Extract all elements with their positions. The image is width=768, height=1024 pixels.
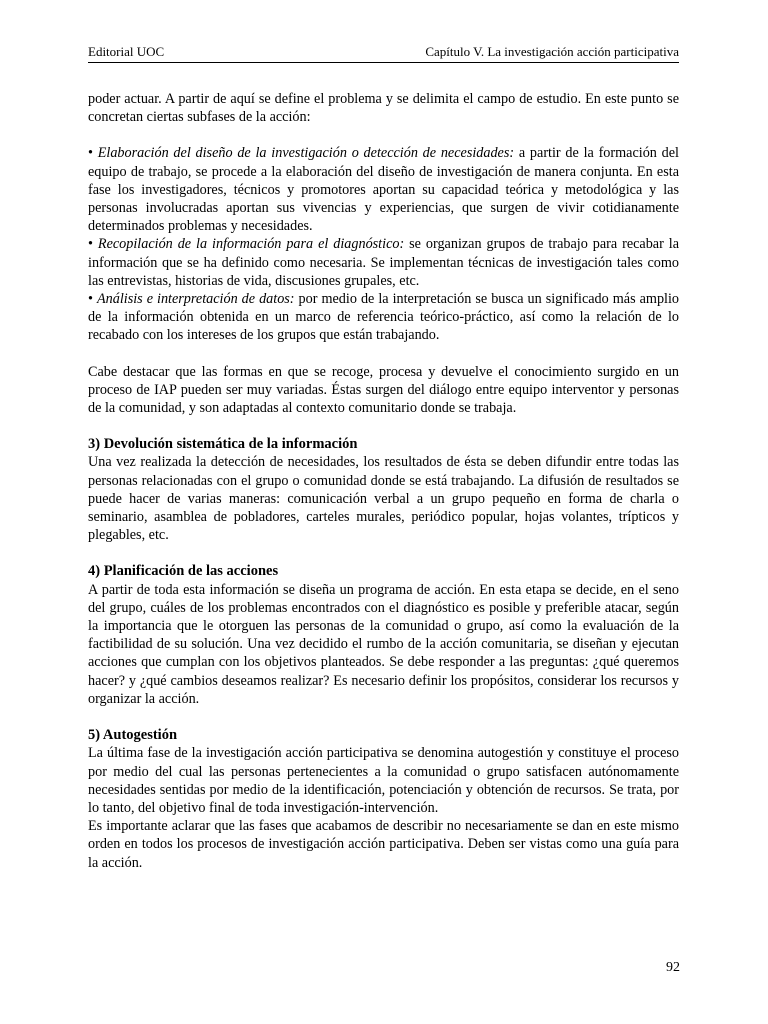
header-chapter-title: Capítulo V. La investigación acción participativa — [425, 44, 679, 59]
forms-paragraph: Cabe destacar que las formas en que se recoge, procesa y devuelve el conocimiento surgido en un proceso de IAP pueden ser muy variadas. Éstas surgen del diálogo entre equipo interventor y personas de la comunidad, y son adaptadas al contexto comunitario donde se trabaja. — [88, 363, 679, 417]
section-body: Es importante aclarar que las fases que acabamos de describir no necesariamente se dan en este mismo orden en todos los procesos de investigación acción participativa. Deben ser vistas como una guía para la acción. — [88, 818, 679, 871]
spacer — [88, 126, 679, 144]
bullet-lead-text: Elaboración del diseño de la investigación o detección de necesidades: — [97, 145, 515, 162]
section-heading: 4) Planificación de las acciones — [88, 563, 279, 580]
section-heading: 3) Devolución sistemática de la información — [88, 436, 358, 453]
bullet-item — [88, 290, 679, 345]
bullet-marker: • — [88, 236, 93, 253]
bullet-marker: • — [88, 145, 93, 162]
bullet-item — [88, 235, 679, 290]
running-header — [88, 42, 679, 63]
spacer — [88, 708, 679, 726]
section-body: A partir de toda esta información se diseña un programa de acción. En esta etapa se decide, en el seno del grupo, cuáles de los problemas encontrados con el diagnóstico es posible y preferible atacar, según la importancia que le otorguen las personas de la comunidad o grupo, así como la evaluación de la factibilidad de su solución. Una vez decidido el rumbo de la acción comunitaria, se diseñan y ejecutan acciones que cumplan con los objetivos planteados. Se debe responder a las preguntas: ¿qué queremos hacer? y ¿qué cambios deseamos realizar? Es necesario definir los propósitos, considerar los recursos y organizar la acción. — [88, 581, 679, 707]
bullet-item — [88, 144, 679, 235]
bullet-text: a partir de la formación del equipo de trabajo, se procede a la elaboración del diseño de investigación de manera conjunta. En esta fase los investigadores, técnicos y promotores aportan su capacidad teórica y metodológica y las personas involucradas aportan sus vivencias y experiencias, que surgen de vivir cotidianamente determinados problemas y necesidades. — [88, 145, 679, 235]
spacer — [88, 544, 679, 562]
bullet-text: por medio de la interpretación se busca un significado más amplio de la información obtenida en un marco de referencia teórico-práctico, así como la relación de lo recabado con los intereses de los grupos que están trabajando. — [88, 291, 680, 344]
section-body: Una vez realizada la detección de necesidades, los resultados de ésta se deben difundir entre todas las personas relacionadas con el grupo o comunidad donde se está trabajando. La difusión de resultados se puede hacer de varias maneras: comunicación verbal a un grupo pequeño en forma de charla o seminario, asamblea de pobladores, carteles murales, periódico popular, hojas volantes, trípticos y plegables, etc. — [88, 454, 679, 544]
bullet-lead-text: Análisis e interpretación de datos: — [96, 291, 295, 308]
bullet-text: se organizan grupos de trabajo para recabar la información que se ha definido como necesaria. Se implementan técnicas de investigación tales como las entrevistas, historias de vida, discusiones grupales, etc. — [88, 236, 680, 289]
spacer — [88, 417, 679, 435]
intro-paragraph: poder actuar. A partir de aquí se define el problema y se delimita el campo de estudio. En este punto se concretan ciertas subfases de la acción: — [88, 91, 679, 126]
bullet-marker: • — [88, 291, 93, 308]
header-publisher: Editorial UOC — [88, 44, 165, 59]
page-number: 92 — [666, 960, 680, 975]
body-text — [88, 90, 679, 872]
section-body: La última fase de la investigación acción participativa se denomina autogestión y constituye el proceso por medio del cual las personas pertenecientes a la comunidad o grupo satisfacen autónomamente necesidades sentidas por medio de la identificación, potenciación y obtención de recursos. Se trata, por lo tanto, del objetivo final de toda investigación-intervención. — [88, 745, 679, 816]
section-heading: 5) Autogestión — [88, 727, 178, 744]
bullet-lead-text: Recopilación de la información para el diagnóstico: — [97, 236, 405, 253]
spacer — [88, 345, 679, 363]
